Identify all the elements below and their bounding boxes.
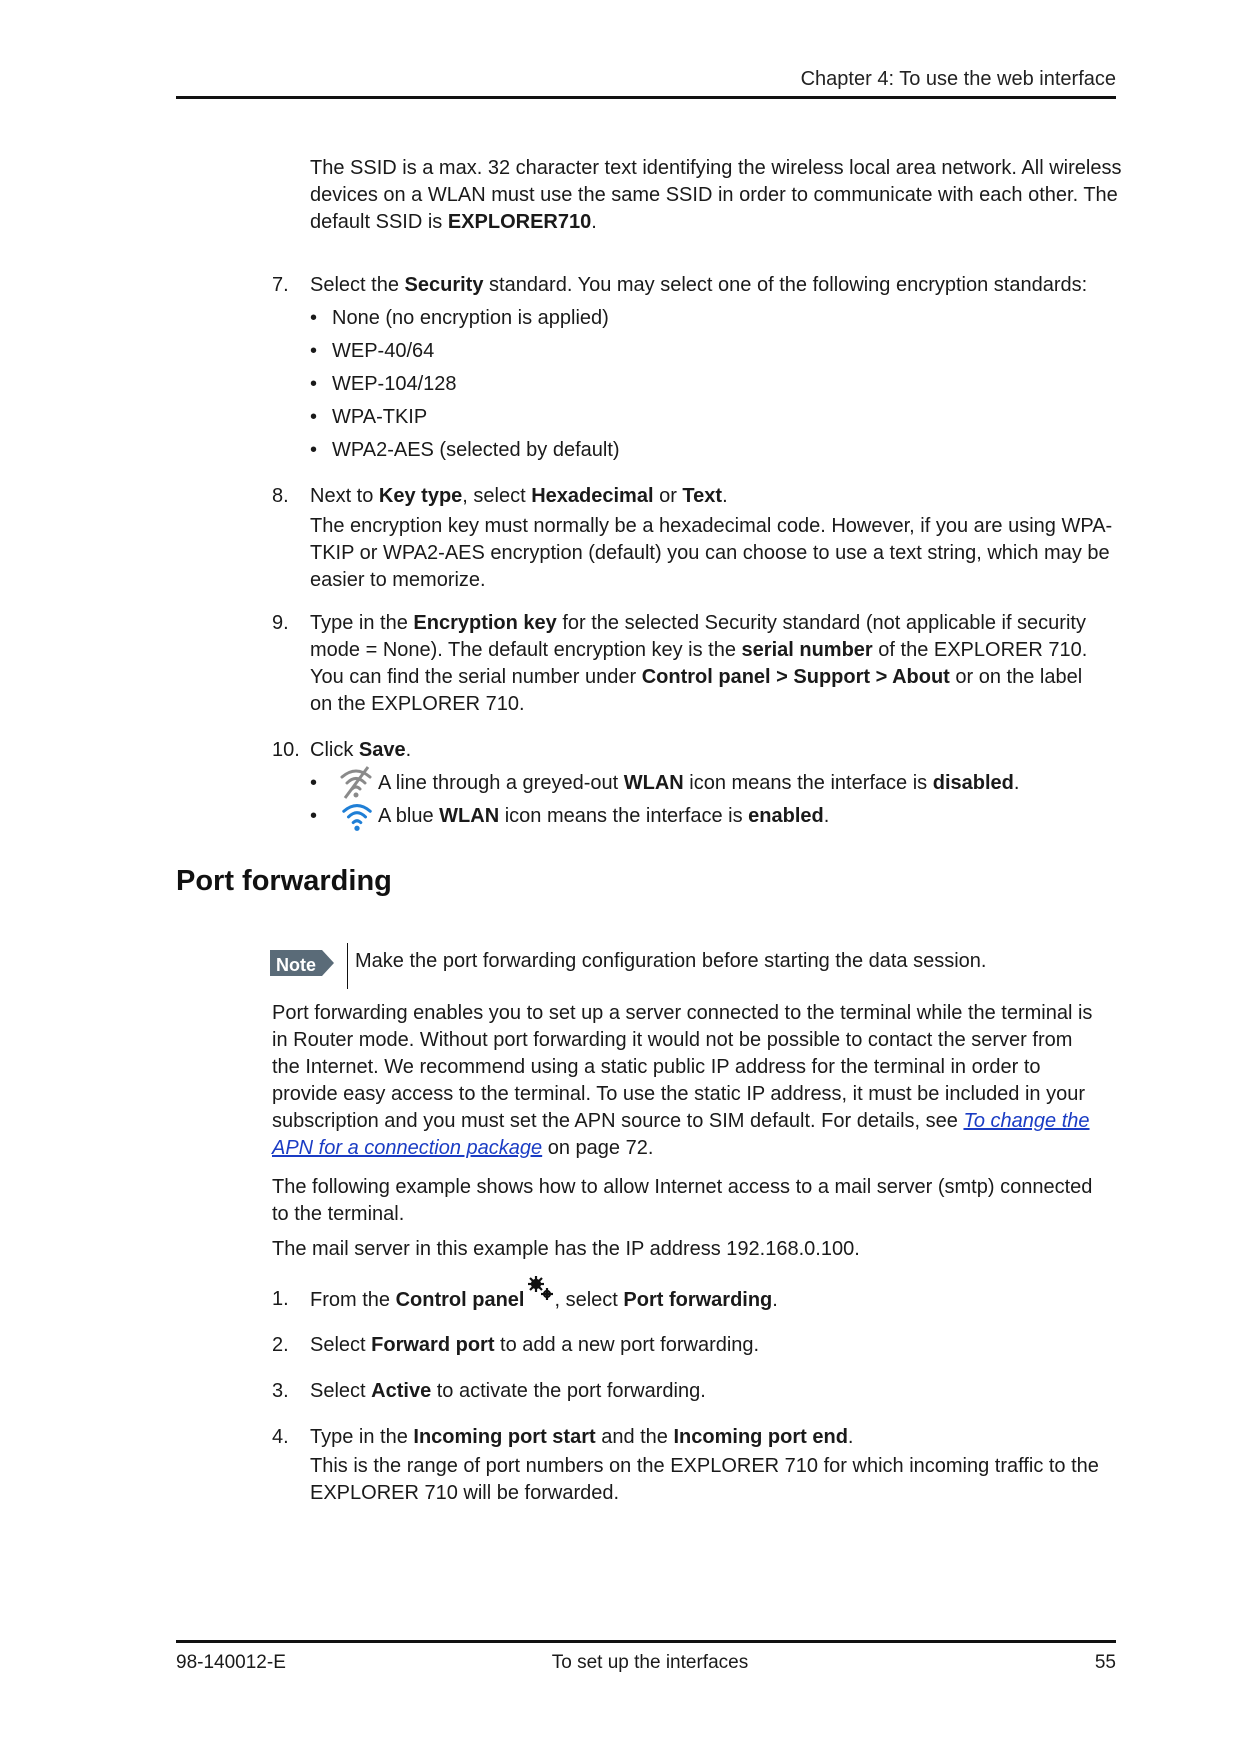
wlan-enabled-icon [340,799,374,841]
step-text: Type in the Encryption key for the selected Security standard (not applicable if security mode = None). The default encryption key is the serial number of the EXPLORER 710. You can find the serial number under Control panel > Support > About or on the label on the EXPLORER 710. [310,612,1088,715]
ssid-line-2: devices on a WLAN must use the same SSID in order to communicate with each other. The [310,184,1118,206]
step-number: 10. [272,739,300,761]
wlan-enabled-text: A blue WLAN icon means the interface is enabled. [378,805,830,827]
step-text: From the Control panel , select Port forwarding. [310,1286,1125,1314]
ssid-line-1: The SSID is a max. 32 character text identifying the wireless local area network. All wireless [310,157,1122,179]
document-page: Chapter 4: To use the web interface The SSID is a max. 32 character text identifying the wireless local area network. All wireless devices on a WLAN must use the same SSID in order to communicate with each other. The default SSID is EXPLORER710. 7. Select the Security standard. You may select one of the following encryption standards: • None (no encryption is applied) • WEP-40/64 • WEP-104/128 • WPA-TKIP • WPA2-AES (selected by default) 8. Next to Key type, select Hexadecimal or Text. The encryption key must normally be a hexadecimal code. However, if you are using WPA- TKIP or WPA2-AES encryption (default) you can choose to use a text string, which may be easier to memorize. 9. Type in the Encryption key for the selected Security standard (not applicable if security mode = None). The default encryption key is the serial number of the EXPLORER 710. You can find the serial number under Control panel > Support > About or on the label on the EXPLORER 710. 10. Click Save. • A line through a greyed-out WLAN icon means the interface is disabled. • A blue WLAN icon means the interface is enabled. Port forwarding Note Make the port forwarding configuration before starting the data session. Port forwarding enables you to set up a server connected to the terminal while the terminal is in Router mode. Without port forwarding it would not be possible to contact the server from the Internet. We recommend using a static public IP address for the terminal in order to provide easy access to the terminal. To use the static IP address, it must be included in your subscription and you must set the APN source to SIM default. For details, see To change the APN for a connection package on page 72. The following example shows how to allow Internet access to a mail server (smtp) connected to the terminal. The mail server in this example has the IP address 192.168.0.100. 1. From the Control panel , select Port forwarding. 2. Select Forward port to add a new port forwarding. 3. Select Active to activate the port forwarding. 4. Type in the Incoming port start and the Incoming port end. This is the range of port numbers on the EXPLORER 710 for which incoming traffic to the EXPLORER 710 will be forwarded. 98-140012-E To set up the interfaces 55 [0,0,1240,1755]
step-text: Select Forward port to add a new port forwarding. [310,1334,760,1356]
example-paragraph: The following example shows how to allow Internet access to a mail server (smtp) connected to the terminal. [272,1176,1093,1225]
note-badge [270,950,334,976]
wlan-disabled-text: A line through a greyed-out WLAN icon means the interface is disabled. [378,772,1020,794]
step-text: Select the Security standard. You may select one of the following encryption standards: [310,274,1088,296]
section-heading: Port forwarding [176,865,392,897]
step-detail: This is the range of port numbers on the EXPLORER 710 for which incoming traffic to the EXPLORER 710 will be forwarded. [310,1455,1099,1504]
control-panel-icon [524,1286,554,1306]
step-number: 7. [272,274,289,296]
apn-link[interactable]: To change the [963,1110,1090,1132]
note-label: Note [276,955,316,975]
note-text: Make the port forwarding configuration before starting the data session. [355,950,987,972]
port-forwarding-intro: Port forwarding enables you to set up a server connected to the terminal while the terminal is in Router mode. Without port forwarding it would not be possible to contact the server from the Internet. We recommend using a static public IP address for the terminal in order to provide easy access to the terminal. To use the static IP address, it must be included in your subscription and you must set the APN source to SIM default. For details, see To change the APN for a connection package on page 72. [272,1002,1093,1159]
chapter-header: Chapter 4: To use the web interface [800,68,1116,90]
default-ssid: EXPLORER710 [447,211,592,233]
step-text: Type in the Incoming port start and the Incoming port end. [310,1426,854,1448]
apn-link-continued[interactable]: APN for a connection package [272,1137,543,1159]
header-rule [176,96,1116,99]
footer-rule [176,1640,1116,1643]
ssid-line-3: default SSID is EXPLORER710. [310,211,597,233]
step-number: 8. [272,485,289,507]
step-text: Select Active to activate the port forwarding. [310,1380,706,1402]
footer-section-title: To set up the interfaces [551,1652,749,1673]
mail-server-paragraph: The mail server in this example has the IP address 192.168.0.100. [272,1238,860,1260]
note-divider [347,943,348,989]
step-text: Click Save. [310,739,412,761]
step-detail: The encryption key must normally be a hexadecimal code. However, if you are using WPA- TKIP or WPA2-AES encryption (default) you can choose to use a text string, which may be easier to memorize. [310,515,1113,591]
ssid-paragraph [310,155,1125,236]
document-number: 98-140012-E [176,1652,286,1673]
step-text: Next to Key type, select Hexadecimal or Text. [310,485,728,507]
page-number: 55 [1094,1652,1116,1673]
step-number: 9. [272,612,289,634]
